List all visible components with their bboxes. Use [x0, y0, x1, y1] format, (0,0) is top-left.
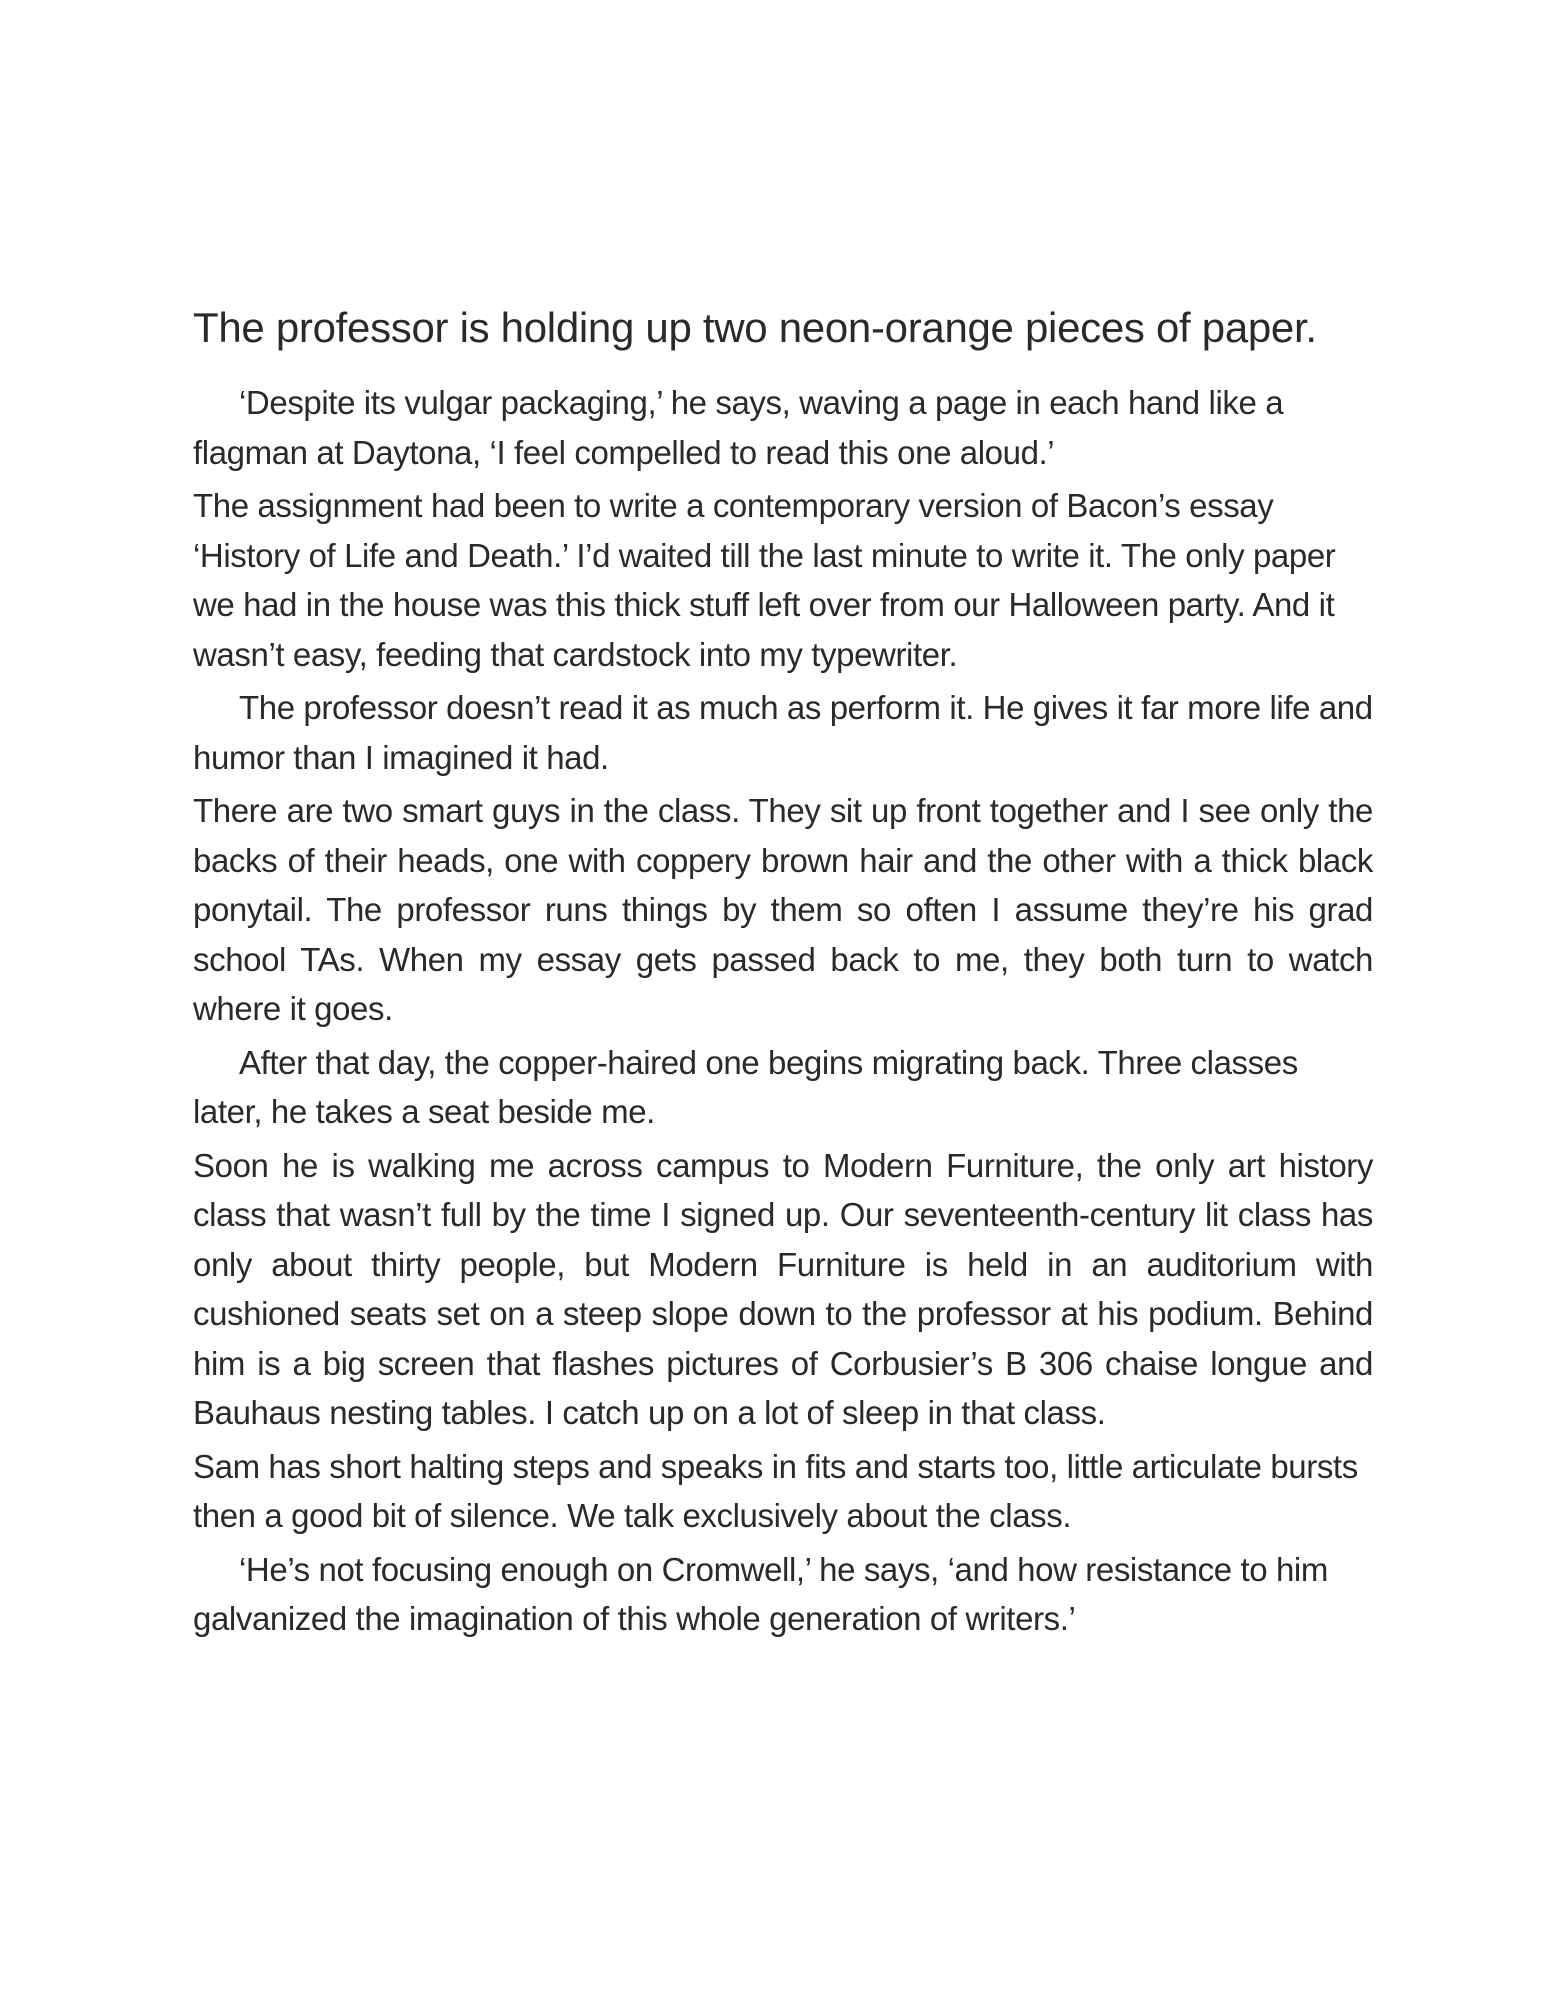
paragraph-4: There are two smart guys in the class. They sit up front together and I see only the backs of their heads, one with coppery brown hair and the other with a thick black ponytail. The professor runs things by them so often I assume they’re his grad school TAs. When my essay gets passed back to me, they both turn to watch where it goes.: [193, 792, 1373, 1027]
paragraph-1: ‘Despite its vulgar packaging,’ he says, waving a page in each hand like a flagman at Daytona, ‘I feel compelled to read this one aloud.’: [193, 384, 1284, 471]
paragraph-7: Sam has short halting steps and speaks in fits and starts too, little articulate bursts then a good bit of silence. We talk exclusively about the class.: [193, 1447, 1358, 1534]
page-heading: The professor is holding up two neon-orange pieces of paper.: [193, 304, 1317, 351]
paragraph-5: After that day, the copper-haired one begins migrating back. Three classes later, he takes a seat beside me.: [193, 1043, 1298, 1130]
paragraph-6: Soon he is walking me across campus to Modern Furniture, the only art history class that wasn’t full by the time I signed up. Our seventeenth-century lit class has only about thirty people, but Modern Furniture is held in an auditorium with cushioned seats set on a steep slope down to the professor at his podium. Behind him is a big screen that flashes pictures of Corbusier’s B 306 chaise longue and Bauhaus nesting tables. I catch up on a lot of sleep in that class.: [193, 1146, 1373, 1431]
paragraph-2: The assignment had been to write a contemporary version of Bacon’s essay ‘History of Life and Death.’ I’d waited till the last minute to write it. The only paper we had in the house was this thick stuff left over from our Halloween party. And it wasn’t easy, feeding that cardstock into my typewriter.: [193, 487, 1336, 673]
paragraph-3: The professor doesn’t read it as much as perform it. He gives it far more life and humor than I imagined it had.: [193, 689, 1373, 776]
paragraph-8: ‘He’s not focusing enough on Cromwell,’ he says, ‘and how resistance to him galvanized the imagination of this whole generation of writers.’: [193, 1550, 1328, 1637]
document-page: [193, 300, 1373, 1648]
